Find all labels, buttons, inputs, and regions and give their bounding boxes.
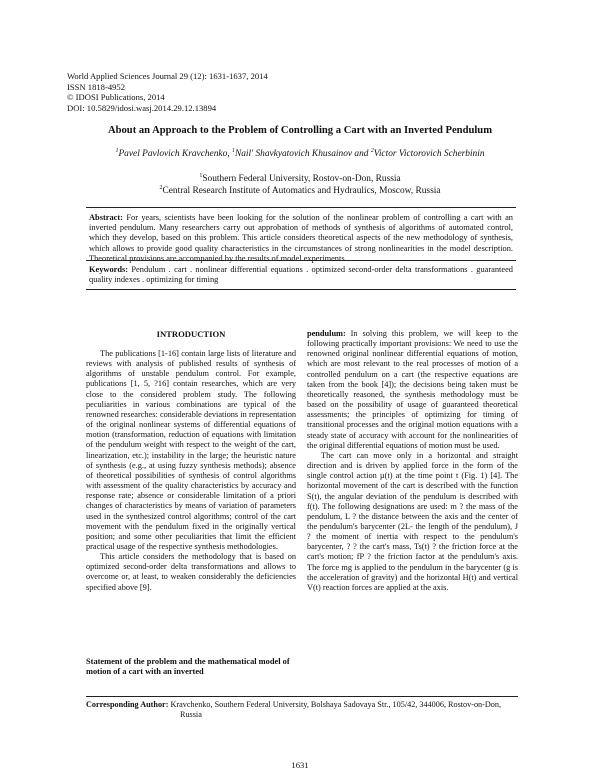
section-2-paragraph-1-text: In solving this problem, we will keep to the following practically important provisions: We need to use the renowned original nonlinear differential equations of motion, which are most relevant to the real processes of motion of a controlled pendulum on a cart (the respective equations are taken from the book [4]); the decisions being taken must be theoretically reasoned, the synthesis methodology must be based on the possibility of usage of guaranteed theoretical assessments; the principles of optimizing for timing of transitional processes and the original motion equations with a steady state of accuracy with account for the nonlinearities of the original differential equations of motion must be used. [307,329,518,450]
affiliation-2-text: Central Research Institute of Automatics and Hydraulics, Moscow, Russia [162,186,441,196]
journal-citation: World Applied Sciences Journal 29 (12): 1631-1637, 2014 [67,71,268,81]
affiliation-1 [0,174,600,184]
divider-top [86,207,516,208]
abstract [89,213,513,264]
intro-paragraph-1: The publications [1-16] contain large lists of literature and reviews with analysis of published results of synthesis of algorithms of unstable pendulum control. For example, publications [1, 5, ?16] contain researches, which are very close to the considered problem study. The following peculiarities in various combinations are typical of the renowned researches: considerable deviations in representation of the original nonlinear systems of differential equations of motion (transformation, reduction of equations with limitation of the pendulum weight with respect to the weight of the cart, linearization, etc.); instability in the large; the heuristic nature of synthesis (e.g., at using fuzzy synthesis methods); absence of theoretical possibilities of synthesis of control algorithms with assessment of the quality characteristics by accuracy and response rate; absence or considerable limitation of a priori changes of characteristics by means of variation of parameters used in the synthesized control algorithms; control of the cart movement with the pendulum fixed in the originally vertical position; and some other peculiarities that limit the efficient practical usage of the respective synthesis methodologies. [86,349,296,551]
author-1: Pavel Pavlovich Kravchenko, [118,149,232,159]
doi: DOI: 10.5829/idosi.wasj.2014.29.12.13894 [67,102,217,113]
author-2: Nail' Shavkyatovich Khusainov and [234,149,371,159]
affiliation-1-sup: 1 [199,172,203,179]
divider-middle [86,260,516,261]
copyright: © IDOSI Publications, 2014 [67,92,165,102]
keywords-label: Keywords: [89,265,129,274]
corresponding-author [86,700,518,720]
page-number: 1631 [291,760,309,770]
intro-paragraph-2: This article considers the methodology that is based on optimized second-order delta transformations and allows to overcome or, at least, to weaken considerably the deficiencies specified above [9]. [86,552,296,592]
affiliation-2-sup: 2 [159,184,163,191]
introduction-heading: INTRODUCTION [156,329,226,339]
authors [0,149,600,159]
issn: ISSN 1818-4952 [67,81,126,92]
footnote-divider [86,696,518,697]
left-column [86,349,296,593]
corresponding-author-text: Kravchenko, Southern Federal University, Bolshaya Sadovaya Str., 105/42, 344006, Rostov-on-Don, [168,700,502,709]
author-2-sup: 1 [231,147,235,154]
section-2-heading: Statement of the problem and the mathematical model of motion of a cart with an inverted [86,657,290,677]
corresponding-author-line2: Russia [180,710,202,720]
keywords [89,265,513,285]
author-3: Victor Victorovich Scherbinin [373,149,485,159]
abstract-text: For years, scientists have been looking for the solution of the nonlinear problem of controlling a cart with an inverted pendulum. Many researchers carry out approbation of methods of synthesis of algorithms of automated control, which they develop, based on this problem. This article considers theoretical aspects of the new methodology of synthesis, which allows to provide good quality characteristics in the circumstances of strong nonlinearities in the model description. Theoretical provisions are accompanied by the results of model experiments. [89,213,513,263]
journal-header [67,71,268,113]
section-2-paragraph-2: The cart can move only in a horizontal and straight direction and is driven by applied force in the form of the single control action µ(t) at the time point t (Fig. 1) [4]. The horizontal movement of the cart is described with the function S(t), the angular deviation of the pendulum is described with f(t). The following designations are used: m ? the mass of the pendulum, L ? the distance between the axis and the center of the pendulum's barycenter (2L- the length of the pendulum), J ? the moment of inertia with respect to the pendulum's barycenter, ? ? the cart's mass, Ts(t) ? the friction force at the cart's motion; fP ? the friction factor at the pendulum's axis. The force mg is applied to the pendulum in the barycenter (g is the acceleration of gravity) and the horizontal H(t) and vertical V(t) reaction forces are applied at the axis. [307,450,518,592]
keywords-text: Pendulum . cart . nonlinear differential equations . optimized second-order delta transformations . guaranteed quality indexes . optimizing for timing [89,265,513,285]
section-2-paragraph-1 [307,329,518,451]
right-column [307,329,518,593]
corresponding-author-label: Corresponding Author: [86,700,169,709]
author-1-sup: 1 [115,147,119,154]
divider-bottom [86,289,516,290]
affiliation-2 [0,186,600,196]
affiliation-1-text: Southern Federal University, Rostov-on-Don, Russia [202,174,401,184]
paper-title: About an Approach to the Problem of Controlling a Cart with an Inverted Pendulum [107,125,493,136]
author-3-sup: 2 [370,147,374,154]
abstract-label: Abstract: [89,213,123,222]
section-2-heading-cont: pendulum: [307,329,346,338]
